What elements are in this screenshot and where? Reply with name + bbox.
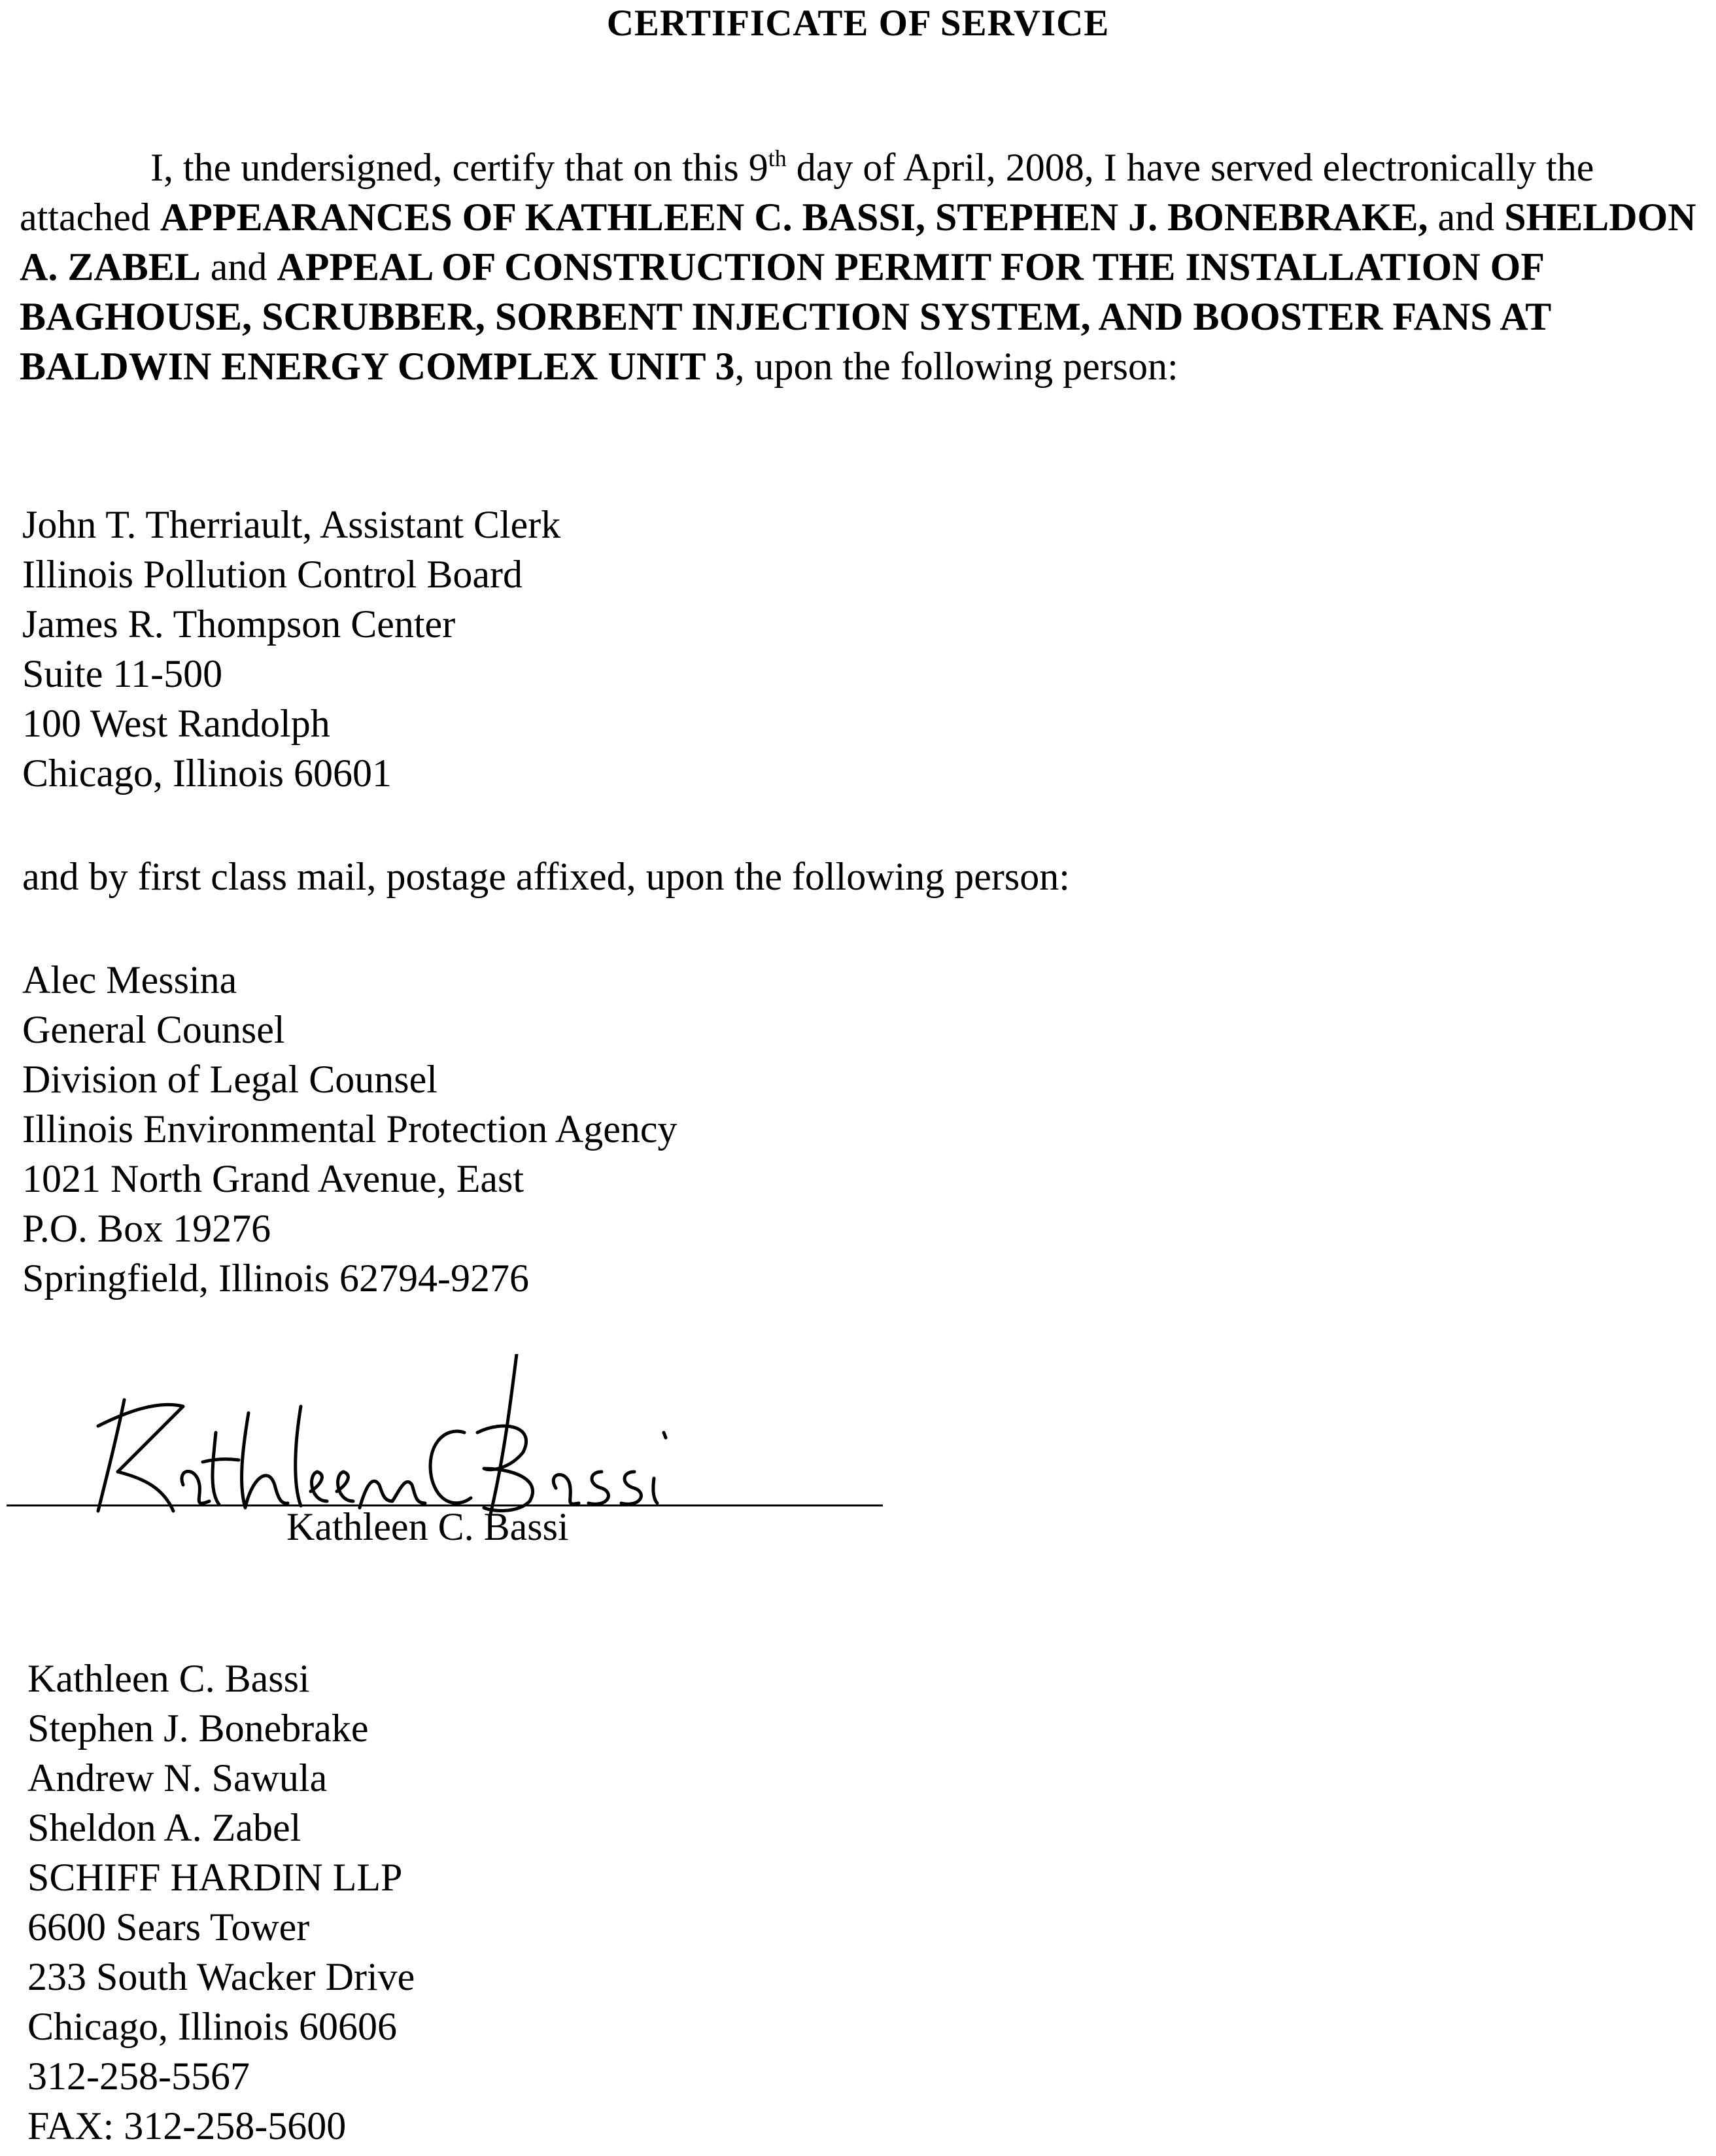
signatories-block — [27, 1654, 415, 2151]
certification-closing: , upon the following person: — [734, 345, 1178, 388]
signatory-line: Andrew N. Sawula — [27, 1756, 328, 1800]
firm-address-line: Chicago, Illinois 60606 — [27, 2005, 397, 2048]
document-title-appearances: APPEARANCES OF KATHLEEN C. BASSI, STEPHEN J. BONEBRAKE, — [160, 196, 1428, 239]
address-line: Division of Legal Counsel — [22, 1058, 438, 1101]
address-line: 1021 North Grand Avenue, East — [22, 1157, 524, 1200]
address-line: Alec Messina — [22, 958, 237, 1001]
firm-address-line: 233 South Wacker Drive — [27, 1955, 415, 1998]
signer-printed-name: Kathleen C. Bassi — [286, 1505, 569, 1548]
phone-number: 312-258-5567 — [27, 2055, 250, 2098]
address-line: Suite 11-500 — [22, 652, 223, 695]
document-title-appeal: APPEAL OF CONSTRUCTION PERMIT FOR THE INSTALLATION OF BAGHOUSE, SCRUBBER, SORBENT INJECTION SYSTEM, AND BOOSTER FANS AT BALDWIN ENERGY COMPLEX UNIT 3 — [20, 245, 1551, 388]
ordinal-suffix: th — [768, 145, 787, 171]
address-line: 100 West Randolph — [22, 702, 330, 745]
address-line: P.O. Box 19276 — [22, 1207, 271, 1250]
handwritten-signature — [85, 1354, 687, 1518]
electronic-recipient-address — [22, 500, 560, 798]
firm-name: SCHIFF HARDIN LLP — [27, 1856, 403, 1899]
page-title: CERTIFICATE OF SERVICE — [606, 3, 1110, 44]
firm-address-line: 6600 Sears Tower — [27, 1905, 310, 1949]
connector-and-1: and — [1428, 196, 1505, 239]
signatory-line: Sheldon A. Zabel — [27, 1806, 301, 1849]
connector-and-2: and — [200, 245, 277, 288]
address-line: Chicago, Illinois 60601 — [22, 752, 392, 795]
mail-service-statement: and by first class mail, postage affixed, upon the following person: — [22, 855, 1070, 898]
document-title-zabel: SHELDON A. ZABEL — [20, 196, 1696, 288]
signatory-line: Stephen J. Bonebrake — [27, 1707, 369, 1750]
fax-number: FAX: 312-258-5600 — [27, 2104, 347, 2147]
address-line: Illinois Pollution Control Board — [22, 553, 523, 596]
address-line: James R. Thompson Center — [22, 602, 456, 646]
address-line: Illinois Environmental Protection Agency — [22, 1107, 678, 1151]
certification-after-date: day of April, 2008, I have served electronically the attached — [20, 146, 1594, 239]
certification-intro: I, the undersigned, certify that on this 9 — [150, 146, 768, 189]
mail-recipient-address — [22, 955, 677, 1303]
signatory-line: Kathleen C. Bassi — [27, 1657, 310, 1700]
address-line: General Counsel — [22, 1008, 285, 1051]
address-line: Springfield, Illinois 62794-9276 — [22, 1257, 529, 1300]
address-line: John T. Therriault, Assistant Clerk — [22, 503, 561, 546]
certification-paragraph — [20, 143, 1713, 391]
